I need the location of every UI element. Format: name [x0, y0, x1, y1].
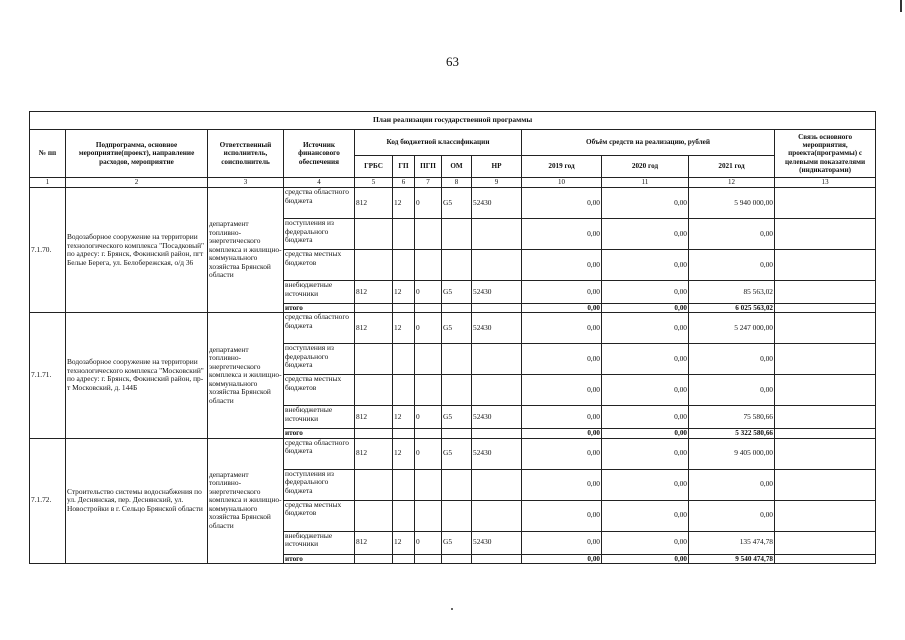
code-ir	[472, 469, 522, 500]
table-row	[30, 438, 876, 469]
total-amount-y2021: 6 025 563,02	[689, 304, 775, 313]
amount-y2019: 0,00	[522, 344, 602, 375]
indicator-link	[775, 344, 876, 375]
code-gp: 12	[393, 188, 415, 219]
code-pgp: 0	[415, 188, 442, 219]
indicator-link	[775, 406, 876, 429]
funding-source: средства местных бюджетов	[284, 375, 355, 406]
column-number: 9	[472, 178, 522, 188]
code-grbs	[355, 500, 393, 531]
total-code-pgp	[415, 304, 442, 313]
code-gp	[393, 250, 415, 281]
code-grbs: 812	[355, 531, 393, 554]
amount-y2021: 0,00	[689, 344, 775, 375]
total-amount-y2020: 0,00	[602, 304, 689, 313]
column-number: 3	[208, 178, 284, 188]
code-ir	[472, 344, 522, 375]
total-indicator-link	[775, 304, 876, 313]
total-indicator-link	[775, 554, 876, 563]
code-om: G5	[442, 531, 472, 554]
total-amount-y2020: 0,00	[602, 554, 689, 563]
code-ir	[472, 250, 522, 281]
code-gp	[393, 344, 415, 375]
item-name: Строительство системы водоснабжения по ул. Деснянская, пер. Деснянский, ул. Новостройки в г. Сельцо Брянской области	[66, 438, 208, 563]
column-number: 8	[442, 178, 472, 188]
code-pgp	[415, 500, 442, 531]
amount-y2019: 0,00	[522, 219, 602, 250]
program-plan-table	[29, 111, 876, 564]
total-amount-y2021: 5 322 580,66	[689, 429, 775, 438]
code-ir	[472, 375, 522, 406]
code-ir: 52430	[472, 438, 522, 469]
amount-y2021: 0,00	[689, 219, 775, 250]
code-ir: 52430	[472, 531, 522, 554]
item-code: 7.1.71.	[30, 313, 66, 438]
funding-source: средства местных бюджетов	[284, 500, 355, 531]
amount-y2019: 0,00	[522, 406, 602, 429]
total-code-ir	[472, 429, 522, 438]
column-number: 13	[775, 178, 876, 188]
item-code: 7.1.70.	[30, 188, 66, 313]
indicator-link	[775, 438, 876, 469]
funding-source: средства областного бюджета	[284, 188, 355, 219]
code-om	[442, 344, 472, 375]
code-om	[442, 250, 472, 281]
header-pgp: ПГП	[415, 156, 442, 178]
code-om	[442, 469, 472, 500]
total-label: итого	[284, 429, 355, 438]
total-code-om	[442, 304, 472, 313]
code-om	[442, 219, 472, 250]
code-gp	[393, 375, 415, 406]
code-grbs: 812	[355, 188, 393, 219]
code-pgp: 0	[415, 531, 442, 554]
funding-source: внебюджетные источники	[284, 531, 355, 554]
code-om: G5	[442, 188, 472, 219]
header-2021: 2021 год	[689, 156, 775, 178]
table-row	[30, 313, 876, 344]
column-number: 10	[522, 178, 602, 188]
amount-y2019: 0,00	[522, 531, 602, 554]
code-gp: 12	[393, 313, 415, 344]
header-name: Подпрограмма, основное мероприятие(проект), направление расходов, мероприятие	[66, 130, 208, 178]
amount-y2020: 0,00	[602, 375, 689, 406]
code-ir	[472, 219, 522, 250]
amount-y2021: 9 405 000,00	[689, 438, 775, 469]
code-grbs: 812	[355, 438, 393, 469]
amount-y2021: 0,00	[689, 375, 775, 406]
total-code-gp	[393, 429, 415, 438]
code-gp	[393, 469, 415, 500]
column-number: 5	[355, 178, 393, 188]
amount-y2020: 0,00	[602, 500, 689, 531]
column-number: 1	[30, 178, 66, 188]
code-gp	[393, 219, 415, 250]
code-gp	[393, 500, 415, 531]
total-code-pgp	[415, 554, 442, 563]
code-om: G5	[442, 438, 472, 469]
total-amount-y2019: 0,00	[522, 429, 602, 438]
indicator-link	[775, 250, 876, 281]
header-gp: ГП	[393, 156, 415, 178]
header-2020: 2020 год	[602, 156, 689, 178]
total-indicator-link	[775, 429, 876, 438]
code-ir: 52430	[472, 406, 522, 429]
code-pgp: 0	[415, 281, 442, 304]
item-responsible: департамент топливно-энергетического комплекса и жилищно-коммунального хозяйства Брянской области	[208, 438, 284, 563]
header-funds: Объём средств на реализацию, рублей	[522, 130, 775, 156]
funding-source: поступления из федерального бюджета	[284, 469, 355, 500]
code-ir: 52430	[472, 188, 522, 219]
code-om: G5	[442, 406, 472, 429]
amount-y2019: 0,00	[522, 438, 602, 469]
code-pgp	[415, 375, 442, 406]
column-number: 12	[689, 178, 775, 188]
code-om	[442, 375, 472, 406]
amount-y2021: 0,00	[689, 500, 775, 531]
amount-y2019: 0,00	[522, 375, 602, 406]
header-2019: 2019 год	[522, 156, 602, 178]
code-grbs	[355, 469, 393, 500]
table-title: План реализации государственной программы	[30, 112, 876, 130]
code-om: G5	[442, 313, 472, 344]
amount-y2020: 0,00	[602, 438, 689, 469]
amount-y2020: 0,00	[602, 531, 689, 554]
amount-y2020: 0,00	[602, 281, 689, 304]
total-code-ir	[472, 554, 522, 563]
indicator-link	[775, 375, 876, 406]
code-grbs	[355, 375, 393, 406]
total-amount-y2019: 0,00	[522, 554, 602, 563]
code-grbs: 812	[355, 313, 393, 344]
funding-source: поступления из федерального бюджета	[284, 344, 355, 375]
header-source: Источник финансового обеспечения	[284, 130, 355, 178]
code-grbs	[355, 250, 393, 281]
funding-source: средства областного бюджета	[284, 313, 355, 344]
header-budget-code: Код бюджетной классификации	[355, 130, 522, 156]
column-number: 2	[66, 178, 208, 188]
total-code-grbs	[355, 554, 393, 563]
amount-y2021: 5 940 000,00	[689, 188, 775, 219]
total-code-grbs	[355, 304, 393, 313]
amount-y2019: 0,00	[522, 188, 602, 219]
header-grbs: ГРБС	[355, 156, 393, 178]
indicator-link	[775, 281, 876, 304]
amount-y2021: 0,00	[689, 250, 775, 281]
amount-y2020: 0,00	[602, 469, 689, 500]
amount-y2021: 135 474,78	[689, 531, 775, 554]
total-amount-y2020: 0,00	[602, 429, 689, 438]
column-number: 4	[284, 178, 355, 188]
header-responsible: Ответственный исполнитель, соисполнитель	[208, 130, 284, 178]
code-pgp: 0	[415, 406, 442, 429]
item-name: Водозаборное сооружение на территории технологического комплекса "Посадковый" по адресу: г. Брянск, Фокинский район, пгт Белые Берега, ул. Белобережская, о/д 36	[66, 188, 208, 313]
plan-table-body	[30, 188, 876, 564]
total-code-om	[442, 429, 472, 438]
header-link: Связь основного мероприятия, проекта(программы) с целевыми показателями (индикаторами)	[775, 130, 876, 178]
amount-y2020: 0,00	[602, 219, 689, 250]
item-name: Водозаборное сооружение на территории технологического комплекса "Московский" по адресу: г. Брянск, Фокинский район, пр-т Московский, д. 144Б	[66, 313, 208, 438]
column-number-row	[30, 178, 876, 188]
amount-y2019: 0,00	[522, 250, 602, 281]
code-ir: 52430	[472, 281, 522, 304]
total-code-grbs	[355, 429, 393, 438]
column-number: 7	[415, 178, 442, 188]
amount-y2019: 0,00	[522, 281, 602, 304]
code-pgp	[415, 219, 442, 250]
amount-y2021: 75 580,66	[689, 406, 775, 429]
amount-y2020: 0,00	[602, 313, 689, 344]
funding-source: поступления из федерального бюджета	[284, 219, 355, 250]
code-pgp: 0	[415, 438, 442, 469]
total-label: итого	[284, 304, 355, 313]
indicator-link	[775, 469, 876, 500]
indicator-link	[775, 313, 876, 344]
scan-edge-mark	[900, 0, 902, 12]
amount-y2019: 0,00	[522, 313, 602, 344]
indicator-link	[775, 531, 876, 554]
amount-y2019: 0,00	[522, 500, 602, 531]
total-amount-y2019: 0,00	[522, 304, 602, 313]
total-code-gp	[393, 304, 415, 313]
code-pgp	[415, 250, 442, 281]
scan-speck	[451, 608, 453, 610]
code-gp: 12	[393, 438, 415, 469]
item-responsible: департамент топливно-энергетического комплекса и жилищно-коммунального хозяйства Брянской области	[208, 188, 284, 313]
amount-y2020: 0,00	[602, 406, 689, 429]
amount-y2020: 0,00	[602, 188, 689, 219]
header-om: ОМ	[442, 156, 472, 178]
header-ir: НР	[472, 156, 522, 178]
item-responsible: департамент топливно-энергетического комплекса и жилищно-коммунального хозяйства Брянской области	[208, 313, 284, 438]
total-code-om	[442, 554, 472, 563]
total-label: итого	[284, 554, 355, 563]
amount-y2020: 0,00	[602, 250, 689, 281]
code-grbs	[355, 344, 393, 375]
funding-source: средства местных бюджетов	[284, 250, 355, 281]
code-grbs: 812	[355, 406, 393, 429]
total-code-pgp	[415, 429, 442, 438]
code-pgp	[415, 344, 442, 375]
total-code-gp	[393, 554, 415, 563]
code-grbs: 812	[355, 281, 393, 304]
item-code: 7.1.72.	[30, 438, 66, 563]
total-code-ir	[472, 304, 522, 313]
code-ir	[472, 500, 522, 531]
code-grbs	[355, 219, 393, 250]
amount-y2019: 0,00	[522, 469, 602, 500]
funding-source: внебюджетные источники	[284, 406, 355, 429]
amount-y2020: 0,00	[602, 344, 689, 375]
column-number: 11	[602, 178, 689, 188]
code-pgp	[415, 469, 442, 500]
amount-y2021: 0,00	[689, 469, 775, 500]
indicator-link	[775, 500, 876, 531]
table-row	[30, 188, 876, 219]
code-gp: 12	[393, 531, 415, 554]
code-gp: 12	[393, 281, 415, 304]
code-gp: 12	[393, 406, 415, 429]
indicator-link	[775, 219, 876, 250]
code-pgp: 0	[415, 313, 442, 344]
header-num: № пп	[30, 130, 66, 178]
amount-y2021: 5 247 000,00	[689, 313, 775, 344]
code-ir: 52430	[472, 313, 522, 344]
funding-source: средства областного бюджета	[284, 438, 355, 469]
column-number: 6	[393, 178, 415, 188]
indicator-link	[775, 188, 876, 219]
code-om	[442, 500, 472, 531]
funding-source: внебюджетные источники	[284, 281, 355, 304]
code-om: G5	[442, 281, 472, 304]
amount-y2021: 85 563,02	[689, 281, 775, 304]
total-amount-y2021: 9 540 474,78	[689, 554, 775, 563]
page-number: 63	[446, 54, 459, 69]
